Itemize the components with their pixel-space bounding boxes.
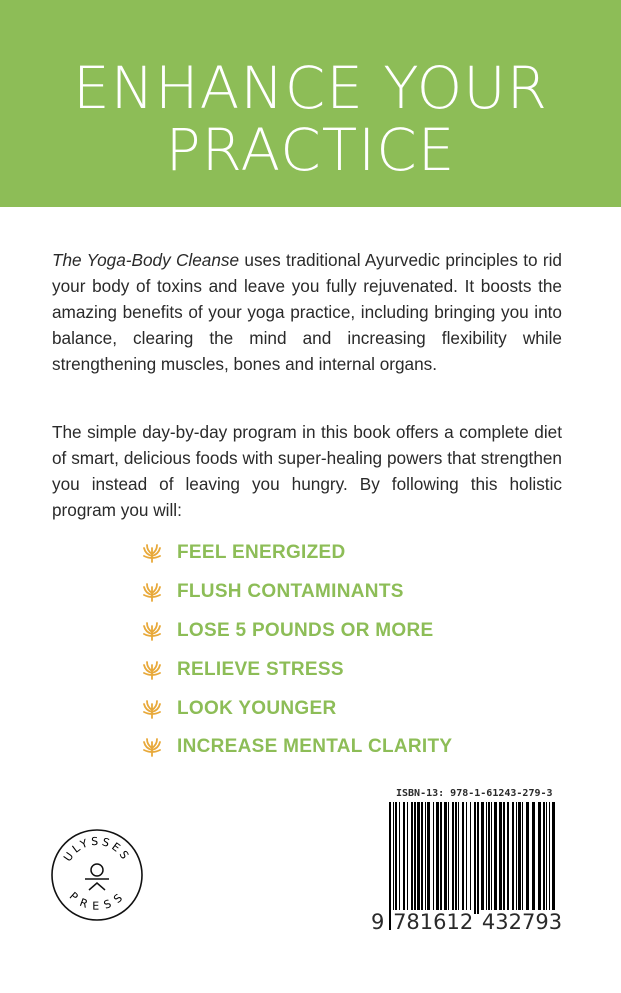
lotus-icon bbox=[142, 736, 162, 758]
barcode-bar bbox=[491, 802, 492, 914]
barcode-bar bbox=[403, 802, 405, 914]
benefit-item bbox=[142, 573, 452, 612]
benefit-label: LOOK YOUNGER bbox=[177, 697, 337, 719]
benefit-item bbox=[142, 534, 452, 573]
barcode-bar bbox=[427, 802, 430, 914]
barcode-bar bbox=[486, 802, 487, 914]
svg-text:ULYSSES: ULYSSES bbox=[61, 834, 133, 864]
barcode-bar bbox=[538, 802, 541, 914]
barcode-bar bbox=[440, 802, 442, 914]
barcode-bar bbox=[417, 802, 420, 914]
benefit-item bbox=[142, 650, 452, 689]
barcode-bar bbox=[499, 802, 502, 914]
description-paragraph-1 bbox=[52, 247, 562, 377]
barcode-bar bbox=[436, 802, 439, 914]
lotus-icon bbox=[142, 542, 162, 564]
barcode-bar bbox=[399, 802, 400, 914]
barcode-bar bbox=[494, 802, 497, 914]
barcode-bar bbox=[518, 802, 521, 914]
barcode-bar bbox=[407, 802, 408, 914]
lotus-icon bbox=[142, 581, 162, 603]
barcode-bar bbox=[488, 802, 490, 914]
benefit-label: LOSE 5 POUNDS OR MORE bbox=[177, 619, 434, 641]
barcode-bar bbox=[507, 802, 509, 914]
barcode-bar bbox=[532, 802, 535, 914]
barcode-bar bbox=[421, 802, 423, 914]
barcode-bar bbox=[414, 802, 416, 914]
title-line-1: ENHANCE YOUR bbox=[73, 54, 548, 122]
lotus-icon bbox=[142, 620, 162, 642]
benefit-item bbox=[142, 728, 452, 767]
benefit-label: INCREASE MENTAL CLARITY bbox=[177, 736, 453, 758]
barcode-bar bbox=[477, 802, 479, 914]
benefit-item bbox=[142, 612, 452, 651]
benefit-label: RELIEVE STRESS bbox=[177, 658, 344, 680]
benefit-label: FEEL ENERGIZED bbox=[177, 542, 346, 564]
lotus-icon bbox=[142, 659, 162, 681]
barcode-bar bbox=[433, 802, 434, 914]
barcode-bar bbox=[481, 802, 484, 914]
barcode-bar bbox=[543, 802, 545, 914]
benefit-label: FLUSH CONTAMINANTS bbox=[177, 581, 404, 603]
barcode-bar bbox=[546, 802, 547, 914]
svg-text:PRESS: PRESS bbox=[66, 889, 128, 913]
barcode-bar bbox=[455, 802, 457, 914]
title-line-2: PRACTICE bbox=[165, 116, 456, 184]
barcode-bar bbox=[411, 802, 413, 914]
ulysses-press-logo bbox=[50, 828, 144, 922]
description-text: uses traditional Ayurvedic principles to rid your body of toxins and leave you fully rejuvenated. It boosts the amazing benefits of your yoga practice, including bringing you into balance, clearing the mind and increasing flexibility while strengthening muscles, bones and internal organs. bbox=[52, 250, 562, 375]
header-banner bbox=[0, 0, 621, 207]
barcode-bar bbox=[452, 802, 454, 914]
barcode-bar bbox=[462, 802, 464, 914]
book-title: The Yoga-Body Cleanse bbox=[52, 250, 240, 271]
barcode-bar bbox=[474, 802, 476, 914]
barcode-bar bbox=[425, 802, 426, 914]
lotus-icon bbox=[142, 698, 162, 720]
barcode-bar bbox=[512, 802, 514, 914]
barcode-bar bbox=[466, 802, 467, 914]
barcode-bar bbox=[516, 802, 517, 914]
ean-left-digits: 781612 bbox=[393, 910, 474, 934]
barcode-bar bbox=[395, 802, 397, 914]
benefit-item bbox=[142, 689, 452, 728]
description-paragraph-2: The simple day-by-day program in this book offers a complete diet of smart, delicious foods with super-healing powers that strengthen you instead of leaving you hungry. By following this holistic program you will: bbox=[52, 422, 562, 521]
barcode-bar bbox=[522, 802, 523, 914]
barcode-bar bbox=[458, 802, 459, 914]
isbn-label: ISBN-13: 978-1-61243-279-3 bbox=[396, 788, 553, 799]
barcode-bar bbox=[503, 802, 505, 914]
ean-first-digit: 9 bbox=[371, 910, 385, 934]
ean-right-digits: 432793 bbox=[481, 910, 563, 934]
barcode-bar bbox=[549, 802, 550, 914]
ean-digits bbox=[370, 910, 563, 934]
benefits-list bbox=[142, 534, 452, 767]
